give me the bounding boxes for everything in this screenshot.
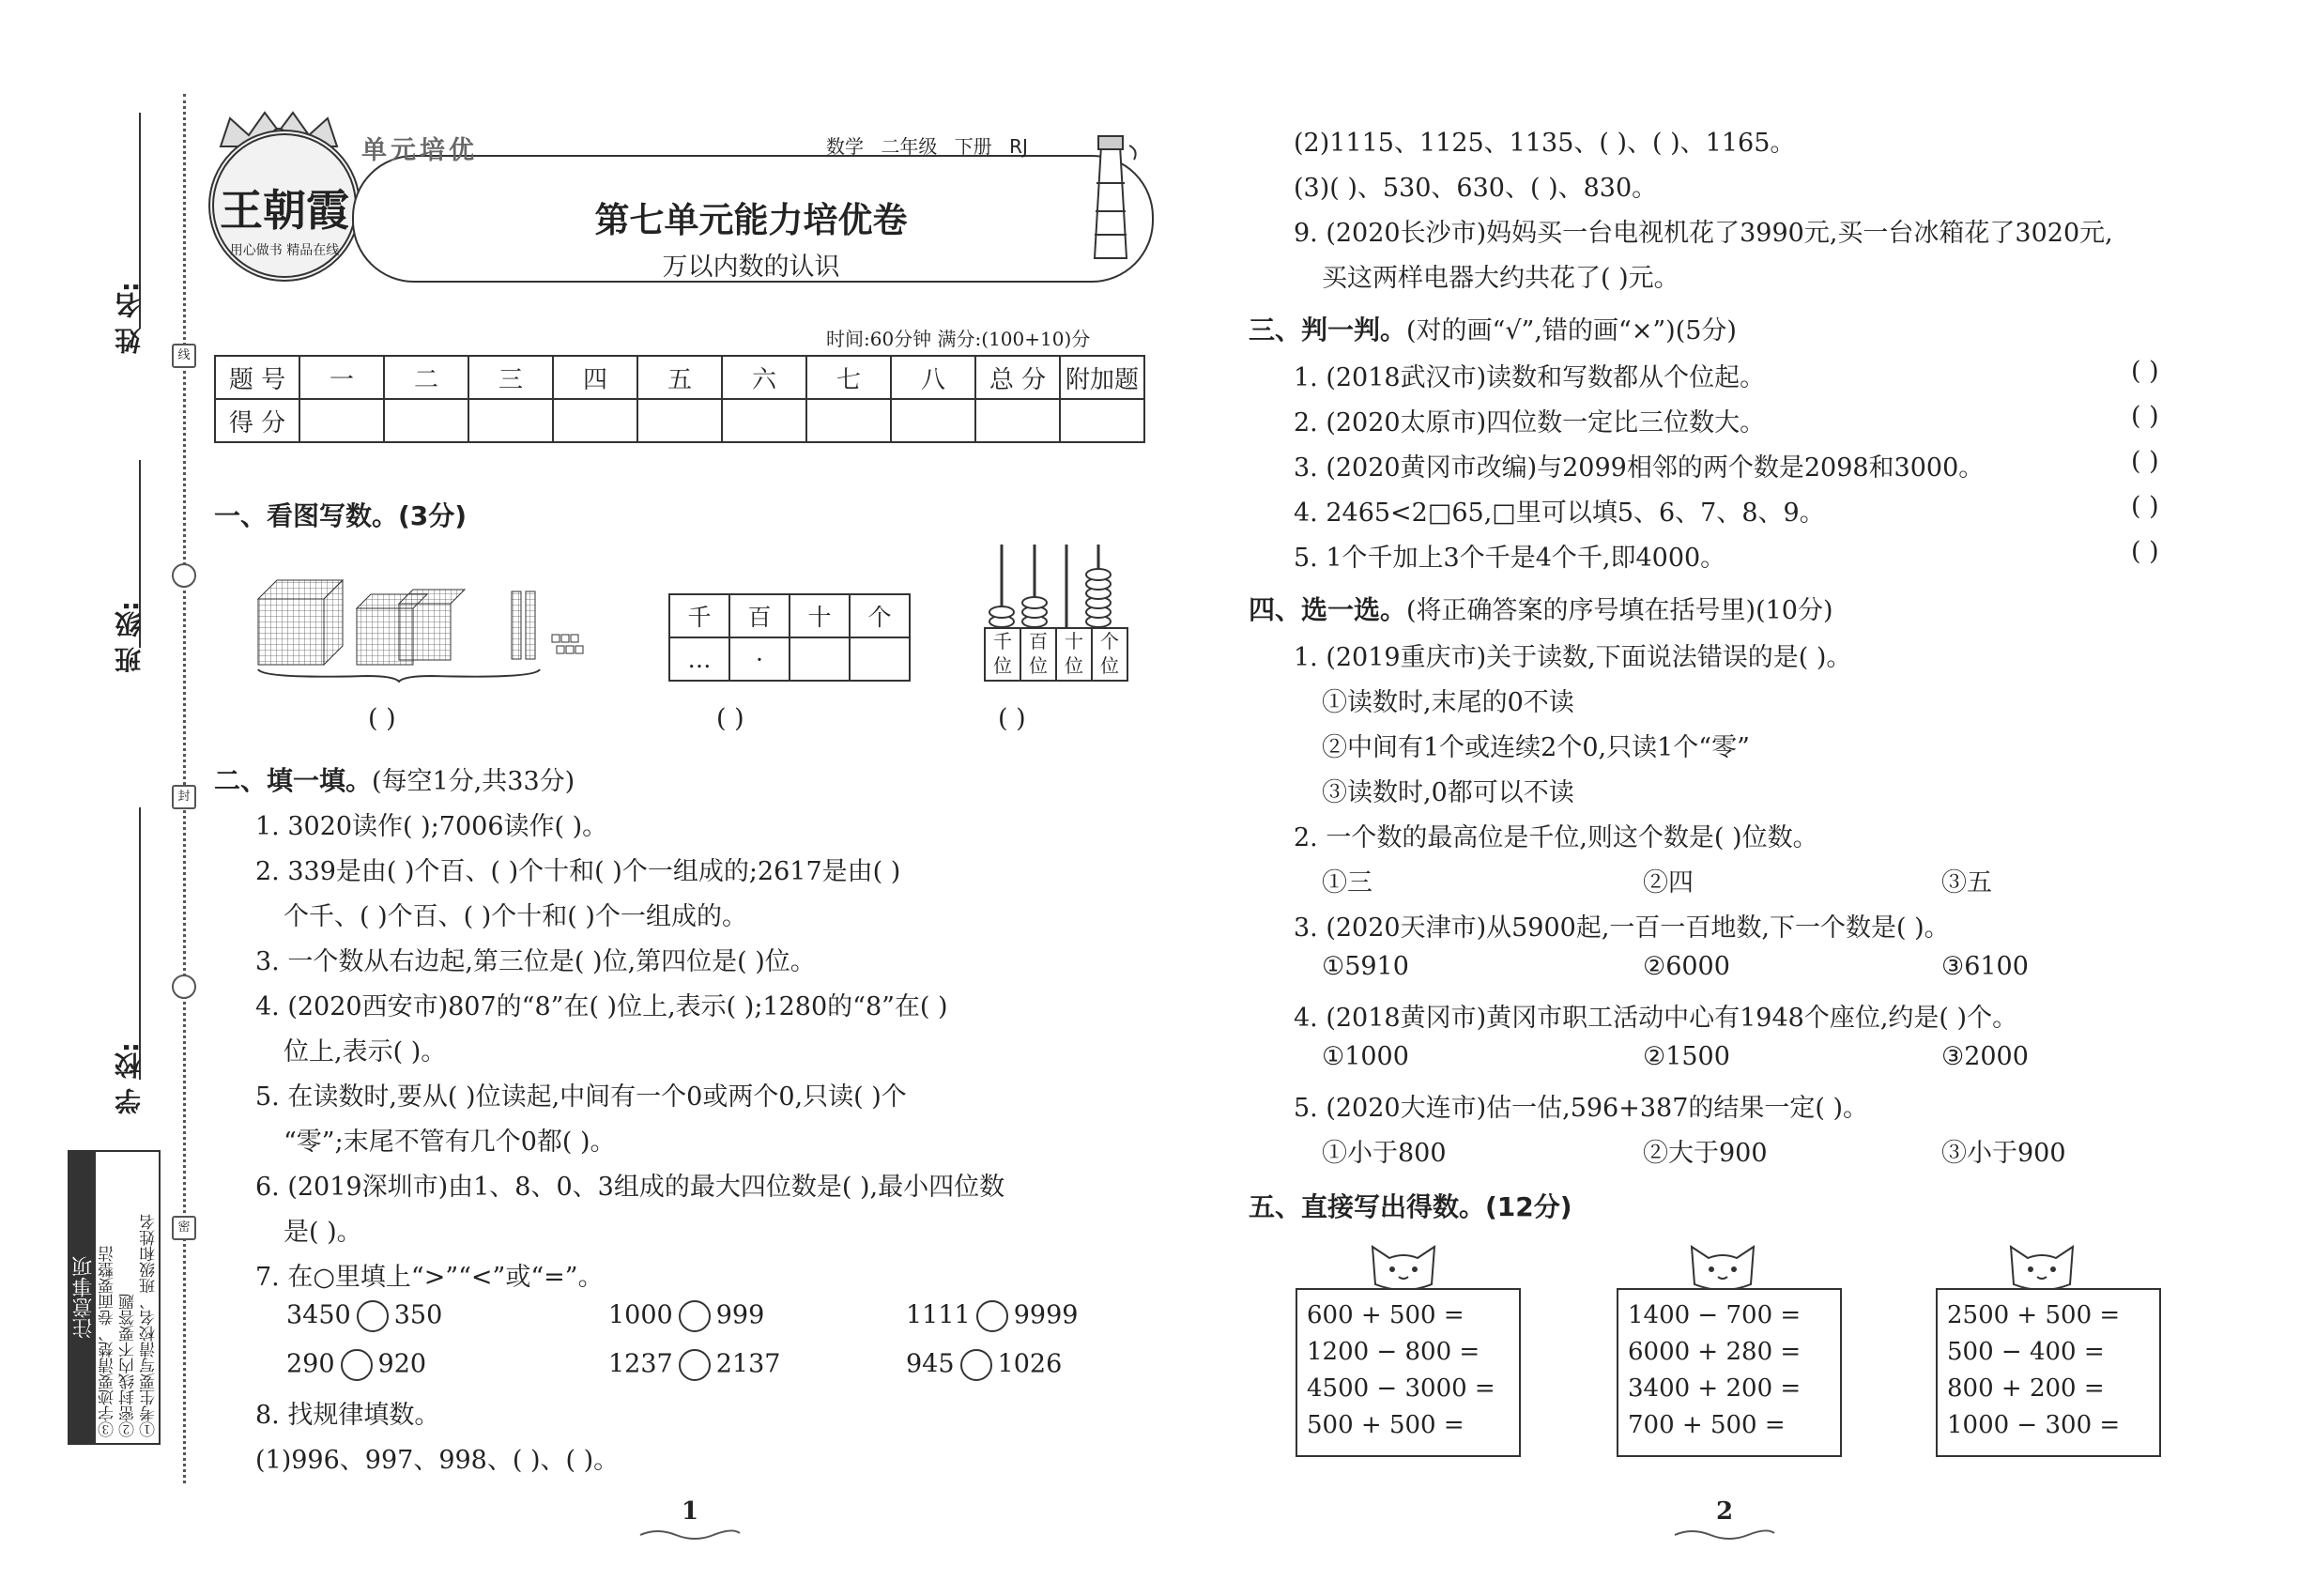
wave-ornament-icon	[638, 1526, 742, 1544]
choice-question: 3. (2020天津市)从5900起,一百一百地数,下一个数是( )。	[1294, 913, 1950, 943]
calc-item: 1400 − 700 =	[1628, 1301, 1802, 1329]
calc-item: 4500 − 3000 =	[1307, 1374, 1495, 1403]
judge-answer[interactable]: ( )	[2131, 492, 2159, 521]
compare-circle[interactable]	[960, 1349, 992, 1381]
lighthouse-icon	[1078, 127, 1143, 268]
question-line: 1. 3020读作( );7006读作( )。	[255, 812, 608, 841]
place-value	[850, 637, 910, 681]
judge-item: 2. (2020太原市)四位数一定比三位数大。	[1294, 408, 1766, 437]
place-header: 十	[790, 594, 850, 637]
choice-option: ①三	[1322, 868, 1372, 898]
answer-blank[interactable]: ( )	[368, 704, 396, 733]
judge-answer[interactable]: ( )	[2131, 537, 2159, 566]
choice-option: ①5910	[1322, 952, 1409, 981]
place-header: 个	[850, 594, 910, 637]
calc-card	[1296, 1288, 1521, 1457]
compare-item: 290 920	[286, 1349, 426, 1381]
choice-option: ③读数时,0都可以不读	[1322, 778, 1574, 807]
cat-icon	[1680, 1237, 1765, 1294]
score-input[interactable]	[468, 399, 553, 442]
question-line: 4. (2020西安市)807的“8”在( )位上,表示( );1280的“8”在( )	[255, 992, 948, 1021]
judge-answer[interactable]: ( )	[2131, 357, 2159, 386]
choice-option: ③6100	[1941, 952, 2029, 981]
cat-icon	[1361, 1237, 1446, 1294]
score-input[interactable]	[384, 399, 468, 442]
place-header: 百	[729, 594, 790, 637]
score-input[interactable]	[722, 399, 806, 442]
school-underline	[139, 807, 141, 1080]
calc-item: 1000 − 300 =	[1947, 1411, 2121, 1439]
choice-option: ①1000	[1322, 1042, 1409, 1071]
question-line: 个千、( )个百、( )个十和( )个一组成的。	[284, 902, 747, 931]
section2-heading: 二、填一填。(每空1分,共33分)	[214, 765, 575, 796]
place-header: 千	[669, 594, 729, 637]
brand-logo	[208, 130, 360, 282]
score-row-label: 得 分	[215, 399, 299, 442]
score-value-row	[215, 399, 1144, 442]
choice-question: 1. (2019重庆市)关于读数,下面说法错误的是( )。	[1294, 643, 1852, 672]
calc-item: 600 + 500 =	[1307, 1301, 1464, 1329]
notice-box	[68, 1150, 161, 1445]
judge-item: 4. 2465<2□65,□里可以填5、6、7、8、9。	[1294, 499, 1825, 528]
choice-option: ①小于800	[1322, 1139, 1447, 1168]
calc-item: 3400 + 200 =	[1628, 1374, 1802, 1403]
class-label: 班 级:	[114, 601, 145, 673]
choice-option: ③小于900	[1941, 1139, 2066, 1168]
abacus-labels	[984, 627, 1127, 682]
calc-item: 800 + 200 =	[1947, 1374, 2105, 1403]
choice-option: ①读数时,末尾的0不读	[1322, 688, 1574, 717]
place-value: …	[669, 637, 729, 681]
binding-hole-icon	[172, 563, 196, 588]
school-label: 学 校:	[114, 1042, 145, 1114]
score-header-row	[215, 356, 1144, 399]
answer-blank[interactable]: ( )	[998, 704, 1026, 733]
name-label: 姓 名:	[114, 282, 145, 354]
question-line: “零”;末尾不管有几个0都( )。	[284, 1128, 616, 1157]
score-cell: 六	[722, 356, 806, 399]
compare-item: 3450 350	[286, 1300, 442, 1332]
score-cell: 四	[553, 356, 637, 399]
score-cell: 二	[384, 356, 468, 399]
calc-item: 500 + 500 =	[1307, 1411, 1464, 1439]
binding-margin	[0, 0, 197, 1596]
judge-answer[interactable]: ( )	[2131, 402, 2159, 431]
choice-option: ③五	[1941, 868, 1992, 898]
score-input[interactable]	[553, 399, 637, 442]
compare-item: 1111 9999	[906, 1300, 1078, 1332]
score-input[interactable]	[975, 399, 1060, 442]
score-cell: 一	[299, 356, 384, 399]
section2-note: (每空1分,共33分)	[372, 767, 575, 796]
choice-option: ②大于900	[1643, 1139, 1768, 1168]
section3-heading: 三、判一判。(对的画“√”,错的画“×”)(5分)	[1249, 315, 1737, 345]
compare-item: 1000 999	[608, 1300, 764, 1332]
question-line: 8. 找规律填数。	[255, 1401, 440, 1430]
judge-answer[interactable]: ( )	[2131, 447, 2159, 476]
score-cell: 七	[806, 356, 891, 399]
score-cell: 三	[468, 356, 553, 399]
unit-tag: 单元培优	[361, 136, 478, 165]
time-score-info: 时间:60分钟 满分:(100+10)分	[826, 328, 1091, 350]
score-cell: 题 号	[215, 356, 299, 399]
score-input[interactable]	[806, 399, 891, 442]
score-input[interactable]	[1060, 399, 1144, 442]
score-cell: 五	[637, 356, 722, 399]
judge-item: 1. (2018武汉市)读数和写数都从个位起。	[1294, 363, 1766, 392]
score-cell: 总 分	[975, 356, 1060, 399]
calc-item: 700 + 500 =	[1628, 1411, 1786, 1439]
section5-heading: 五、直接写出得数。(12分)	[1249, 1191, 1572, 1222]
mark-secret: 密	[172, 1216, 196, 1240]
question-line: 7. 在○里填上“>”“<”或“=”。	[255, 1263, 604, 1292]
question-line: 买这两样电器大约共花了( )元。	[1322, 264, 1679, 293]
notice-item: ②密封线内不要答题	[119, 1294, 138, 1437]
binding-hole-icon	[172, 974, 196, 999]
question-line: 6. (2019深圳市)由1、8、0、3组成的最大四位数是( ),最小四位数	[255, 1173, 1005, 1202]
compare-circle[interactable]	[357, 1300, 389, 1332]
calc-item: 6000 + 280 =	[1628, 1338, 1802, 1366]
calc-item: 2500 + 500 =	[1947, 1301, 2121, 1329]
place-value-table	[668, 593, 911, 682]
place-value	[790, 637, 850, 681]
choice-option: ②四	[1643, 868, 1694, 898]
section1-heading: 一、看图写数。(3分)	[214, 500, 468, 531]
section4-heading: 四、选一选。(将正确答案的序号填在括号里)(10分)	[1249, 594, 1833, 625]
section4-note: (将正确答案的序号填在括号里)(10分)	[1406, 596, 1833, 625]
question-line: 5. 在读数时,要从( )位读起,中间有一个0或两个0,只读( )个	[255, 1082, 907, 1112]
wave-ornament-icon	[1673, 1526, 1776, 1544]
choice-option: ②中间有1个或连续2个0,只读1个“零”	[1322, 733, 1750, 762]
question-line: (2)1115、1125、1135、( )、( )、1165。	[1294, 129, 1796, 158]
compare-circle[interactable]	[679, 1300, 711, 1332]
score-input[interactable]	[637, 399, 722, 442]
question-line: 是( )。	[284, 1218, 362, 1247]
notice-item: ①考生要写清校名、班级和姓名	[140, 1214, 159, 1437]
abacus-label: 个位	[1091, 627, 1128, 682]
choice-option: ②1500	[1643, 1042, 1730, 1071]
mark-line: 线	[172, 344, 196, 368]
calc-card	[1617, 1288, 1842, 1457]
score-cell: 附加题	[1060, 356, 1144, 399]
compare-item: 945 1026	[906, 1349, 1062, 1381]
compare-circle[interactable]	[341, 1349, 373, 1381]
mark-seal: 封	[172, 785, 196, 809]
score-cell: 八	[891, 356, 975, 399]
judge-item: 3. (2020黄冈市改编)与2099相邻的两个数是2098和3000。	[1294, 453, 1985, 483]
place-value: ·	[729, 637, 790, 681]
page-title: 第七单元能力培优卷	[594, 200, 908, 240]
page-number: 1	[682, 1497, 699, 1526]
calc-card	[1936, 1288, 2161, 1457]
calc-item: 500 − 400 =	[1947, 1338, 2105, 1366]
abacus-label: 十位	[1055, 627, 1093, 682]
abacus-label: 千位	[984, 627, 1021, 682]
compare-circle[interactable]	[976, 1300, 1008, 1332]
cat-icon	[2000, 1237, 2084, 1294]
choice-question: 2. 一个数的最高位是千位,则这个数是( )位数。	[1294, 823, 1818, 852]
section3-note: (对的画“√”,错的画“×”)(5分)	[1406, 316, 1737, 345]
brand-sub: 用心做书 精品在线	[229, 243, 340, 258]
score-table	[214, 355, 1145, 443]
question-line: 位上,表示( )。	[284, 1037, 447, 1067]
choice-question: 4. (2018黄冈市)黄冈市职工活动中心有1948个座位,约是( )个。	[1294, 1004, 2018, 1033]
compare-circle[interactable]	[679, 1349, 711, 1381]
subject-line: 数学 二年级 下册 RJ	[826, 135, 1028, 158]
question-line: 2. 339是由( )个百、( )个十和( )个一组成的;2617是由( )	[255, 857, 901, 886]
question-line: (1)996、997、998、( )、( )。	[255, 1446, 620, 1475]
notice-title: 注意事项	[69, 1152, 96, 1443]
choice-option: ③2000	[1941, 1042, 2029, 1071]
question-line: 9. (2020长沙市)妈妈买一台电视机花了3990元,买一台冰箱花了3020元,	[1294, 219, 2113, 248]
notice-item: ③字迹要清楚、卷面要整洁	[99, 1246, 117, 1437]
score-input[interactable]	[891, 399, 975, 442]
judge-item: 5. 1个千加上3个千是4个千,即4000。	[1294, 544, 1726, 573]
brand-name: 王朝霞	[220, 185, 349, 236]
compare-item: 1237 2137	[608, 1349, 780, 1381]
abacus-label: 百位	[1020, 627, 1057, 682]
score-input[interactable]	[299, 399, 384, 442]
calc-item: 1200 − 800 =	[1307, 1338, 1480, 1366]
base-ten-blocks-icon	[253, 571, 591, 683]
answer-blank[interactable]: ( )	[716, 704, 744, 733]
page-subtitle: 万以内数的认识	[662, 253, 840, 282]
page-number: 2	[1716, 1497, 1734, 1526]
choice-question: 5. (2020大连市)估一估,596+387的结果一定( )。	[1294, 1094, 1869, 1123]
question-line: 3. 一个数从右边起,第三位是( )位,第四位是( )位。	[255, 947, 816, 976]
choice-option: ②6000	[1643, 952, 1730, 981]
question-line: (3)( )、530、630、( )、830。	[1294, 174, 1658, 203]
